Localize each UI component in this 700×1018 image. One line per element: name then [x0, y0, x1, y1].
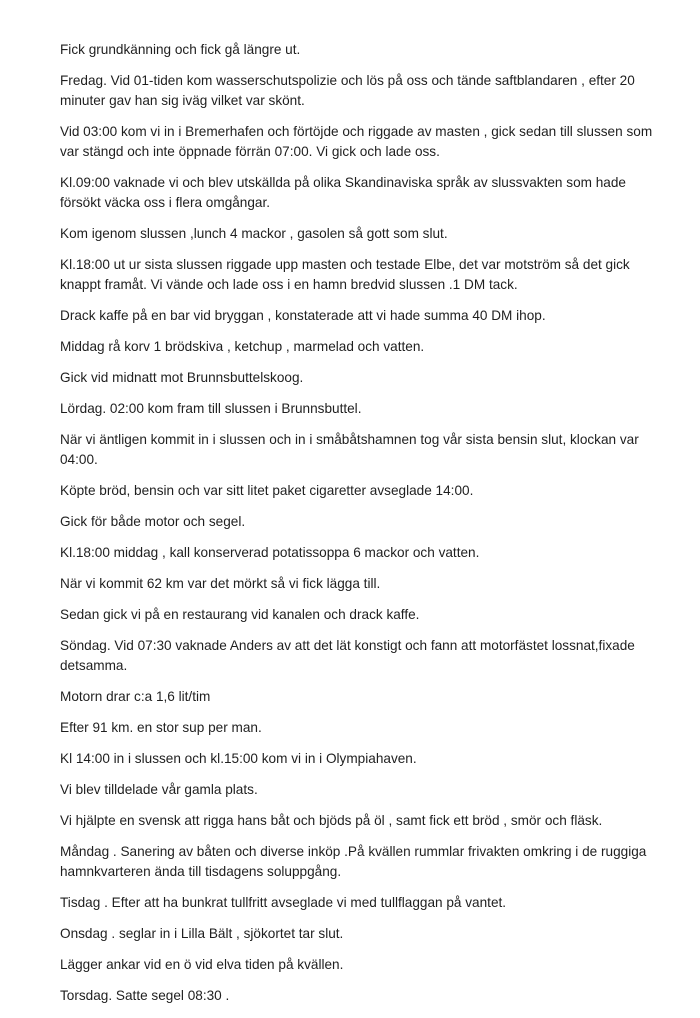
paragraph: Lägger ankar vid en ö vid elva tiden på kvällen.: [60, 957, 344, 972]
paragraph: Vid 03:00 kom vi in i Bremerhafen och förtöjde och riggade av masten , gick sedan till slussen som var stängd och inte öppnade förrän 07:00. Vi gick och lade oss.: [60, 124, 653, 159]
paragraph: Fick grundkänning och fick gå längre ut.: [60, 42, 301, 57]
paragraph: När vi kommit 62 km var det mörkt så vi fick lägga till.: [60, 576, 381, 591]
paragraph: Drack kaffe på en bar vid bryggan , konstaterade att vi hade summa 40 DM ihop.: [60, 308, 546, 323]
paragraph: Kl.09:00 vaknade vi och blev utskällda på olika Skandinaviska språk av slussvakten som hade försökt väcka oss i flera omgångar.: [60, 175, 626, 210]
paragraph: Kl.18:00 ut ur sista slussen riggade upp masten och testade Elbe, det var motström så det gick knappt framåt. Vi vände och lade oss i en hamn bredvid slussen .1 DM tack.: [60, 257, 630, 292]
paragraph: Tisdag . Efter att ha bunkrat tullfritt avseglade vi med tullflaggan på vantet.: [60, 895, 507, 910]
paragraph: Onsdag . seglar in i Lilla Bält , sjökortet tar slut.: [60, 926, 344, 941]
paragraph: När vi äntligen kommit in i slussen och in i småbåtshamnen tog vår sista bensin slut, klockan var 04:00.: [60, 432, 639, 467]
paragraph: Kl.18:00 middag , kall konserverad potatissoppa 6 mackor och vatten.: [60, 545, 480, 560]
paragraph: Måndag . Sanering av båten och diverse inköp .På kvällen rummlar frivakten omkring i de ruggiga hamnkvarteren ända till tisdagens soluppgång.: [60, 844, 647, 879]
paragraph: Köpte bröd, bensin och var sitt litet paket cigaretter avseglade 14:00.: [60, 483, 474, 498]
paragraph: Motorn drar c:a 1,6 lit/tim: [60, 689, 211, 704]
paragraph: Kl 14:00 in i slussen och kl.15:00 kom vi in i Olympiahaven.: [60, 751, 417, 766]
paragraph: Fredag. Vid 01-tiden kom wasserschutspolizie och lös på oss och tände saftblandaren , efter 20 minuter gav han sig iväg vilket var skönt.: [60, 73, 635, 108]
paragraph: Vi blev tilldelade vår gamla plats.: [60, 782, 258, 797]
paragraph: Torsdag. Satte segel 08:30 .: [60, 988, 230, 1003]
paragraph: Gick för både motor och segel.: [60, 514, 246, 529]
paragraph: Söndag. Vid 07:30 vaknade Anders av att det lät konstigt och fann att motorfästet lossnat,fixade detsamma.: [60, 638, 635, 673]
paragraph: Gick vid midnatt mot Brunnsbuttelskoog.: [60, 370, 304, 385]
paragraph: Efter 91 km. en stor sup per man.: [60, 720, 262, 735]
paragraph: Vi hjälpte en svensk att rigga hans båt och bjöds på öl , samt fick ett bröd , smör och fläsk.: [60, 813, 603, 828]
paragraph: Kom igenom slussen ,lunch 4 mackor , gasolen så gott som slut.: [60, 226, 448, 241]
paragraph: Lördag. 02:00 kom fram till slussen i Brunnsbuttel.: [60, 401, 362, 416]
paragraph: Middag rå korv 1 brödskiva , ketchup , marmelad och vatten.: [60, 339, 425, 354]
paragraph: Sedan gick vi på en restaurang vid kanalen och drack kaffe.: [60, 607, 420, 622]
